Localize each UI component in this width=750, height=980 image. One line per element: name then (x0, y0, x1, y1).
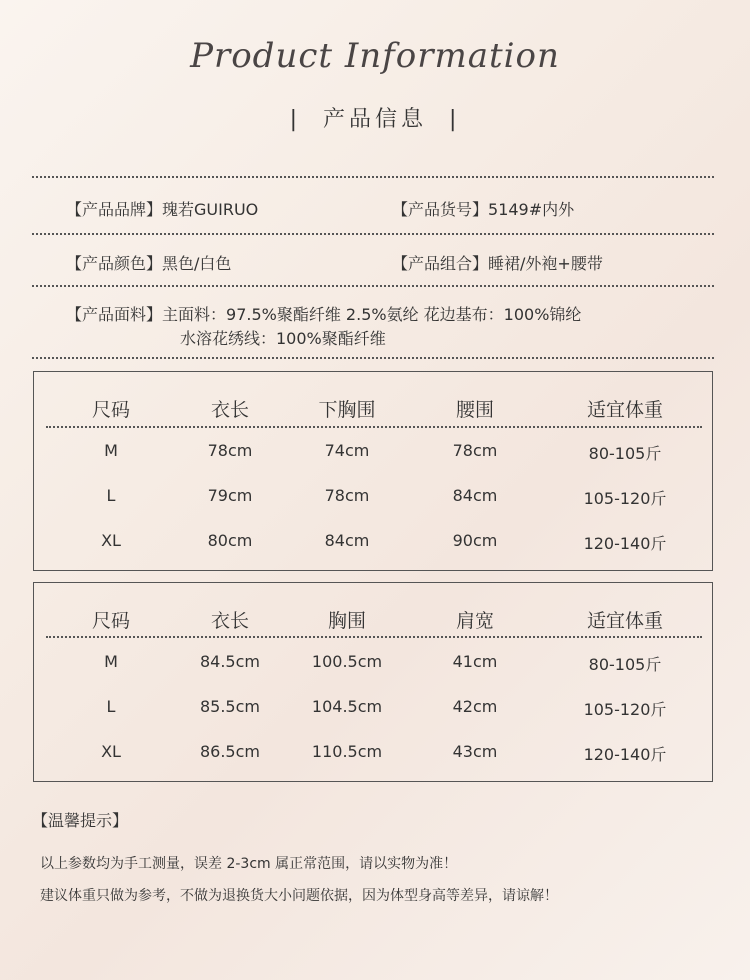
page-title-en: Product Information (190, 36, 560, 76)
brand-label: 【产品品牌】 (66, 200, 163, 219)
divider (32, 233, 714, 235)
divider (32, 176, 714, 178)
page-title-cn (0, 102, 750, 133)
table-cell: 42cm (452, 697, 498, 716)
combo-info (392, 251, 603, 274)
table-header-cell: 胸围 (327, 610, 366, 632)
table-header-row (34, 606, 712, 630)
color-label: 【产品颜色】 (66, 254, 163, 273)
table-cell: 43cm (452, 742, 498, 761)
item-no-value: 5149#内外 (488, 200, 575, 219)
table-cell: 78cm (452, 441, 498, 460)
table-cell: 85.5cm (199, 697, 260, 716)
size-table-2 (33, 582, 713, 782)
table-header-cell: 腰围 (455, 399, 494, 421)
table-header-cell: 衣长 (210, 399, 249, 421)
table-row (34, 742, 712, 766)
item-no-label: 【产品货号】 (392, 200, 489, 219)
fabric-line-2: 水溶花绣线：100%聚酯纤维 (180, 329, 386, 348)
table-header-cell: 肩宽 (455, 610, 494, 632)
table-header-row (34, 395, 712, 419)
table-row (34, 531, 712, 555)
divider (32, 357, 714, 359)
table-cell: 80-105斤 (588, 655, 662, 674)
tips-line-1: 以上参数均为手工测量，误差 2-3cm 属正常范围，请以实物为准！ (40, 856, 458, 872)
page-title-cn-text: 产品信息 (322, 107, 427, 132)
divider (32, 285, 714, 287)
table-cell: 84.5cm (199, 652, 260, 671)
table-cell: 110.5cm (311, 742, 383, 761)
combo-value: 睡裙/外袍+腰带 (488, 254, 603, 273)
table-cell: M (104, 652, 118, 671)
table-header-cell: 适宜体重 (586, 399, 663, 421)
brand-info (66, 197, 258, 220)
table-row (34, 697, 712, 721)
table-cell: 84cm (452, 486, 498, 505)
table-cell: XL (101, 531, 121, 550)
tips-line-2: 建议体重只做为参考，不做为退换货大小问题依据，因为体型身高等差异，请谅解！ (40, 888, 558, 904)
brand-value: 瑰若GUIRUO (162, 200, 259, 219)
table-cell: 120-140斤 (583, 534, 667, 553)
table-cell: 84cm (324, 531, 370, 550)
title-bar-left: | (289, 107, 301, 132)
table-cell: 78cm (207, 441, 253, 460)
table-cell: 90cm (452, 531, 498, 550)
fabric-label: 【产品面料】 (66, 305, 163, 324)
table-cell: M (104, 441, 118, 460)
table-cell: 74cm (324, 441, 370, 460)
item-no-info (392, 197, 574, 220)
table-header-cell: 下胸围 (318, 399, 376, 421)
table-cell: 80cm (207, 531, 253, 550)
table-cell: 80-105斤 (588, 444, 662, 463)
table-row (34, 652, 712, 676)
table-cell: 120-140斤 (583, 745, 667, 764)
table-divider (46, 636, 702, 638)
table-divider (46, 426, 702, 428)
table-cell: 104.5cm (311, 697, 383, 716)
table-cell: 105-120斤 (583, 489, 667, 508)
table-cell: 100.5cm (311, 652, 383, 671)
table-cell: L (106, 697, 116, 716)
combo-label: 【产品组合】 (392, 254, 489, 273)
color-info (66, 251, 231, 274)
table-cell: L (106, 486, 116, 505)
color-value: 黑色/白色 (162, 254, 232, 273)
table-cell: 41cm (452, 652, 498, 671)
fabric-info (66, 303, 581, 351)
tips-title: 【温馨提示】 (32, 811, 129, 830)
size-table-1 (33, 371, 713, 571)
table-cell: XL (101, 742, 121, 761)
table-cell: 105-120斤 (583, 700, 667, 719)
table-cell: 79cm (207, 486, 253, 505)
table-cell: 86.5cm (199, 742, 260, 761)
table-header-cell: 尺码 (91, 399, 130, 421)
table-row (34, 441, 712, 465)
table-header-cell: 衣长 (210, 610, 249, 632)
table-header-cell: 尺码 (91, 610, 130, 632)
title-bar-right: | (449, 107, 461, 132)
table-row (34, 486, 712, 510)
table-header-cell: 适宜体重 (586, 610, 663, 632)
fabric-line-1: 主面料：97.5%聚酯纤维 2.5%氨纶 花边基布：100%锦纶 (162, 305, 582, 324)
table-cell: 78cm (324, 486, 370, 505)
